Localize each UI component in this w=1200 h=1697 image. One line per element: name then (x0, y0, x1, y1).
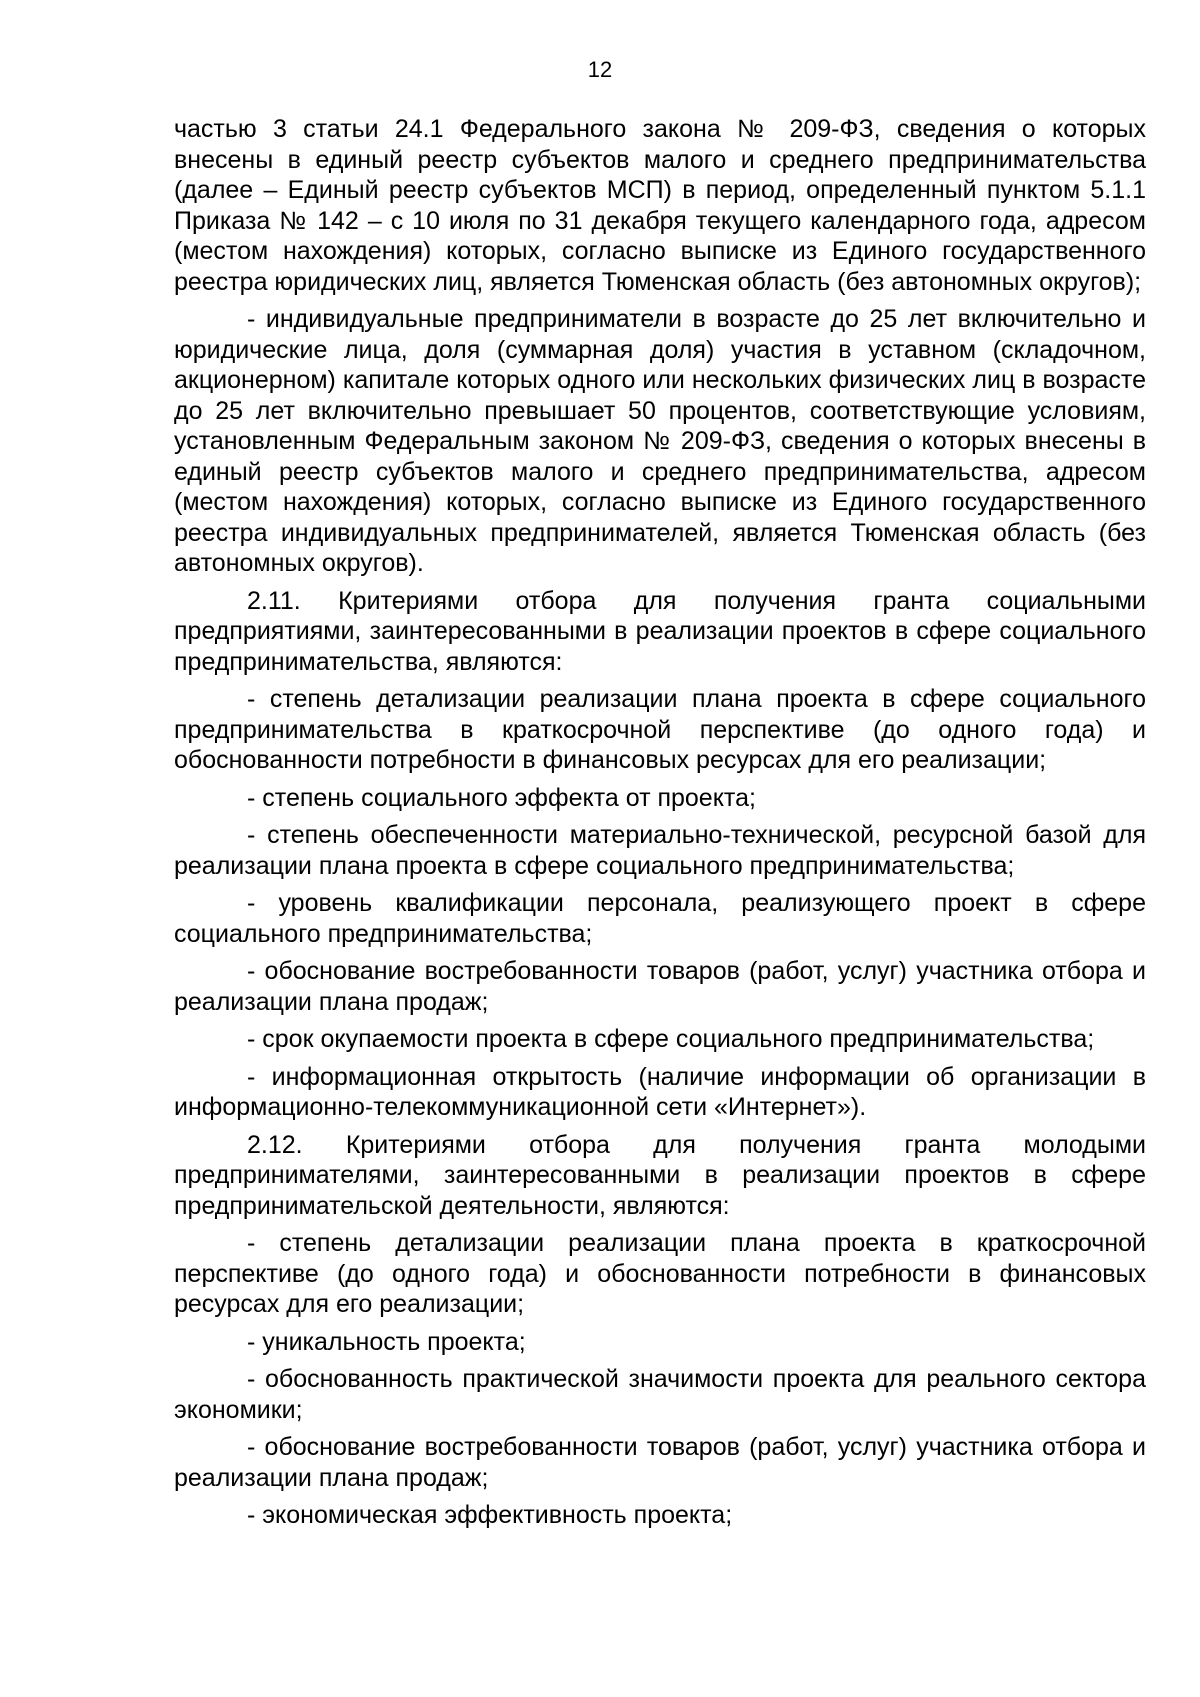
list-item: - степень детализации реализации плана проекта в краткосрочной перспективе (до одного года) и обоснованности потребности в финансовых ресурсах для его реализации; (174, 1229, 1146, 1318)
list-item: - степень социального эффекта от проекта; (247, 783, 756, 812)
list-item: - обоснованность практической значимости проекта для реального сектора экономики; (174, 1365, 1146, 1424)
list-item: - уровень квалификации персонала, реализующего проект в сфере социального предпринимательства; (174, 889, 1146, 948)
list-item: - срок окупаемости проекта в сфере социального предпринимательства; (247, 1025, 1095, 1053)
paragraph-continuation: частью 3 статьи 24.1 Федерального закона № 209-ФЗ, сведения о которых внесены в единый реестр субъектов малого и среднего предпринимательства (далее – Единый реестр субъектов МСП) в период, определенный пунктом 5.1.1 Приказа № 142 – с 10 июля по 31 декабря текущего календарного года, адресом (местом нахождения) которых, согласно выписке из Единого государственного реестра юридических лиц, является Тюменская область (без автономных округов); (174, 115, 1146, 296)
list-item: - экономическая эффективность проекта; (247, 1501, 733, 1529)
page-number: 12 (587, 57, 613, 82)
list-item: - уникальность проекта; (247, 1327, 526, 1356)
list-item: - степень обеспеченности материально-технической, ресурсной базой для реализации плана проекта в сфере социального предпринимательства; (174, 821, 1146, 880)
document-body (174, 114, 1146, 1538)
paragraph-young-entrepreneurs: - индивидуальные предприниматели в возрасте до 25 лет включительно и юридические лица, доля (суммарная доля) участия в уставном (складочном, акционерном) капитале которых одного или нескольких физических лиц в возрасте до 25 лет включительно превышает 50 процентов, соответствующие условиям, установленным Федеральным законом № 209-ФЗ, сведения о которых внесены в единый реестр субъектов малого и среднего предпринимательства, адресом (местом нахождения) которых, согласно выписке из Единого государственного реестра индивидуальных предпринимателей, является Тюменская область (без автономных округов). (174, 305, 1146, 577)
paragraph-2-12-heading: 2.12. Критериями отбора для получения гранта молодыми предпринимателями, заинтересованными в реализации проектов в сфере предпринимательской деятельности, являются: (174, 1130, 1146, 1220)
list-item: - обоснование востребованности товаров (работ, услуг) участника отбора и реализации плана продаж; (174, 957, 1146, 1016)
list-item: - обоснование востребованности товаров (работ, услуг) участника отбора и реализации плана продаж; (174, 1433, 1146, 1492)
list-item: - информационная открытость (наличие информации об организации в информационно-телекоммуникационной сети «Интернет»). (174, 1062, 1146, 1121)
list-item: - степень детализации реализации плана проекта в сфере социального предпринимательства в краткосрочной перспективе (до одного года) и обоснованности потребности в финансовых ресурсах для его реализации; (174, 685, 1146, 774)
paragraph-2-11-heading: 2.11. Критериями отбора для получения гранта социальными предприятиями, заинтересованными в реализации проектов в сфере социального предпринимательства, являются: (174, 586, 1146, 676)
